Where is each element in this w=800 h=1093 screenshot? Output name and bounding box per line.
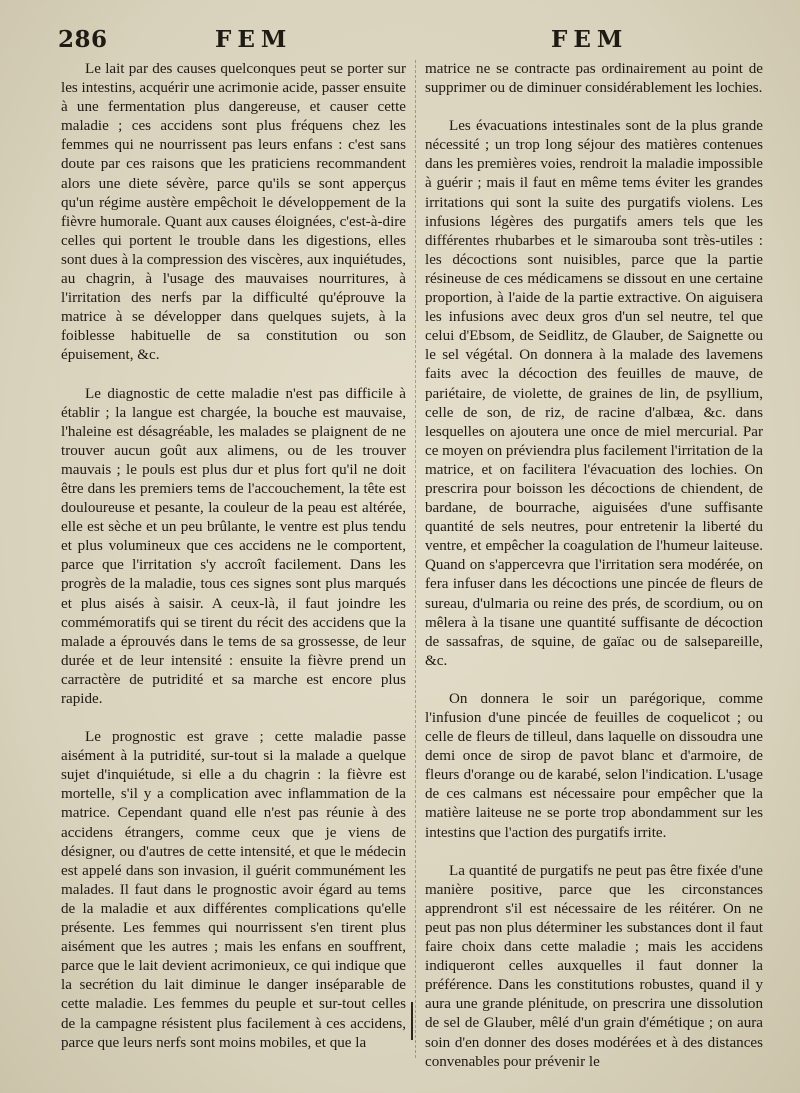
page-number: 286 (58, 26, 108, 53)
paragraph-evacuations: Les évacuations intestinales sont de la plus grande nécessité ; un trop long séjour des matières contenues dans les premières voies, rendroit la maladie impossible à guérir ; mais il faut en même tems éviter les grandes irritations qui sont la suite des purgatifs violens. Les infusions légères des purgatifs amers tels que les différentes rhubarbes et le simarouba sont très-utiles : les décoctions sont nuisibles, parce que la partie résineuse de ces médicamens se dissout en une certaine proportion, à l'aide de la partie extractive. On aiguisera les infusions avec deux gros d'un sel neutre, tel que celui d'Ebsom, de Seidlitz, de Glauber, de Saignette ou le sel végétal. On donnera à la malade des lavemens faits avec la décoction des feuilles de mauve, de pariétaire, de violette, de graines de lin, de psyllium, celle de son, de riz, de racine d'albæa, &c. dans lesquelles on ajoutera une once de miel mercurial. Par ce moyen on préviendra plus facilement l'irritation de la matrice, et on facilitera l'évacuation des lochies. On prescrira pour boisson les décoctions de chiendent, de bardane, de bourrache, aiguisées d'une suffisante quantité de sels neutres, pour entretenir la liberté du ventre, et empêcher la coagulation de l'humeur laiteuse. Quand on s'appercevra que l'irritation sera modérée, on fera infuser dans les décoctions une pincée de fleurs de sureau, d'ulmaria ou reine des prés, de scordium, ou on mêlera à la tisane une quantité suffisante de décoction de sassafras, de squine, de gaïac ou de salsepareille, &c. (425, 118, 764, 669)
paragraph-diagnostic: Le diagnostic de cette maladie n'est pas difficile à établir ; la langue est chargée, la bouche est mauvaise, l'haleine est désagréable, les malades se plaignent de ne trouver aucun goût aux alimens, ou de les trouver mauvais ; le pouls est plus dur et plus fort qu'il ne doit être dans les premiers tems de l'accouchement, la tête est douloureuse et pesante, la couleur de la peau est altérée, elle est sèche et un peu brûlante, le ventre est plus tendu et plus volumineux que ces accidens ne le comportent, parce que l'irritation s'y accroît facilement. Dans les progrès de la maladie, tous ces signes sont plus marqués et plus aisés à saisir. A ceux-là, il faut joindre les commémoratifs qui se tirent du récit des accidens que la malade a éprouvés dans le tems de sa grossesse, de leur durée et de leur intensité : ensuite la fièvre prend un carractère de putridité et sa marche est encore plus rapide. (61, 385, 406, 707)
paragraph-prognostic: Le prognostic est grave ; cette maladie passe aisément à la putridité, sur-tout si la malade a quelque sujet d'inquiétude, si elle a du chagrin : la fièvre est mortelle, s'il y a complication avec inflammation de la matrice. Cependant quand elle n'est pas réunie à des accidens étrangers, comme ceux que je viens de désigner, ou d'autres de cette intensité, et que le médecin est appelé dans son invasion, il guérit communément les malades. Il faut dans le prognostic avoir égard au tems de la maladie et aux différentes complications qu'elle présente. Les femmes qui nourrissent s'en tirent plus aisément que les autres ; mais les enfans en souffrent, parce que le lait devient acrimonieux, ce qui indique que la secrétion du lait diminue le danger inséparable de cette maladie. Les femmes du peuple et sur-tout celles de la campagne résistent plus facilement à ces accidens, parce que leurs nerfs sont moins mobiles, et que la (61, 729, 406, 1051)
paragraph-causes: Le lait par des causes quelconques peut se porter sur les intestins, acquérir une acrimonie acide, passer ensuite à une fermentation plus dangereuse, et causer cette maladie ; ces accidens sont plus fréquens chez les femmes qui ne nourrissent pas leurs enfans : c'est sans doute par ces raisons que les praticiens recommandent alors une diete sévère, parce qu'ils se sont apperçus qu'un régime austère empêchoit le développement de la fièvre humorale. Quant aux causes éloignées, c'est-à-dire celles qui portent le trouble dans les digestions, elles sont dues à la compression des viscères, aux inquiétudes, au chagrin, à l'usage des mauvaises nourritures, à l'irritation des nerfs par la difficulté qu'éprouve la matrice à se développer dans quelques sujets, à la foiblesse habituelle de sa constitution ou son épuisement, &c. (61, 61, 406, 364)
running-head-left: FEM (215, 26, 293, 53)
paragraph-paregorique: On donnera le soir un parégorique, comme l'infusion d'une pincée de feuilles de coquelicot ; ou celle de fleurs de tilleul, dans laquelle on dissoudra une demi once de sirop de pavot blanc et d'armoire, de fleurs d'orange ou de karabé, selon l'indication. L'usage de ces calmans est nécessaire pour empêcher que la matière laiteuse ne se porte trop abondamment sur les intestins que l'action des purgatifs irrite. (425, 690, 763, 841)
left-column (61, 60, 406, 1053)
paragraph-purgatifs: La quantité de purgatifs ne peut pas être fixée d'une manière positive, parce que les circonstances apprendront s'il est nécessaire de les réitérer. On ne peut pas non plus déterminer les substances dont il faut faire choix dans cette maladie ; mais les accidens indiqueront celles auxquelles il faut donner la préférence. Dans les constitutions robustes, quand il y aura une grande plénitude, on prescrira une dissolution de sel de Glauber, mêlé d'un grain d'émétique ; on aura soin d'en donner des doses modérées et à des distances convenables pour prévenir le (425, 862, 763, 1070)
column-divider (415, 60, 416, 1060)
margin-bracket (411, 1002, 417, 1040)
running-head-right: FEM (551, 26, 629, 53)
paragraph-continuation: matrice ne se contracte pas ordinairement au point de supprimer ou de diminuer considérablement les lochies. (425, 61, 763, 97)
right-column (425, 60, 763, 1072)
page-header (58, 26, 758, 56)
